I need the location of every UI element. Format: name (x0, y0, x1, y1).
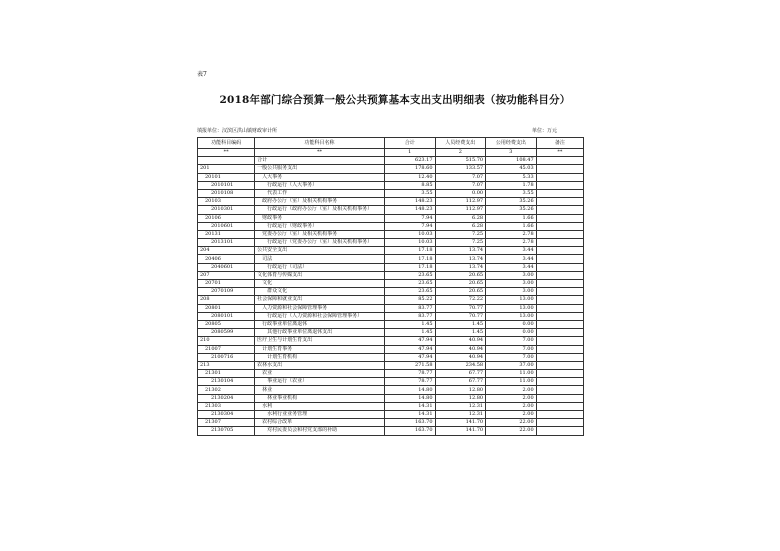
note-cell (536, 304, 583, 312)
name-cell: 群众文化 (255, 288, 385, 296)
header-row (198, 138, 584, 149)
name-cell: 合计 (255, 157, 385, 165)
public-cell: 13.00 (486, 304, 537, 312)
name-cell: 文化体育与传媒支出 (255, 271, 385, 279)
code-cell: 2070109 (198, 288, 255, 296)
total-cell: 148.23 (384, 206, 435, 214)
table-row (198, 402, 584, 410)
total-cell: 78.77 (384, 370, 435, 378)
public-cell: 3.55 (486, 189, 537, 197)
name-cell: 一般公共服务支出 (255, 165, 385, 173)
public-cell: 0.00 (486, 320, 537, 328)
public-cell: 22.00 (486, 419, 537, 427)
total-cell: 10.03 (384, 230, 435, 238)
total-cell: 78.77 (384, 378, 435, 386)
code-cell: 2040601 (198, 263, 255, 271)
personnel-cell: 40.94 (435, 353, 486, 361)
table-row (198, 165, 584, 173)
code-cell: 2130705 (198, 427, 255, 435)
personnel-cell: 7.07 (435, 173, 486, 181)
public-cell: 1.78 (486, 181, 537, 189)
total-cell: 23.65 (384, 271, 435, 279)
name-cell: 行政运行（党委办公厅（室）及相关机构事务） (255, 239, 385, 247)
total-cell: 163.70 (384, 427, 435, 435)
total-cell: 8.85 (384, 181, 435, 189)
public-cell: 1.66 (486, 214, 537, 222)
total-cell: 23.65 (384, 280, 435, 288)
personnel-cell: 12.80 (435, 386, 486, 394)
personnel-cell: 70.77 (435, 312, 486, 320)
table-row (198, 304, 584, 312)
note-cell (536, 378, 583, 386)
table-row (198, 320, 584, 328)
name-cell: 计划生育事务 (255, 345, 385, 353)
total-cell: 1.45 (384, 329, 435, 337)
note-cell (536, 419, 583, 427)
code-cell: 207 (198, 271, 255, 279)
table-row (198, 206, 584, 214)
personnel-cell: 7.07 (435, 181, 486, 189)
total-cell: 47.94 (384, 345, 435, 353)
personnel-cell: 20.65 (435, 288, 486, 296)
public-cell: 7.00 (486, 337, 537, 345)
public-cell: 7.00 (486, 353, 537, 361)
note-cell (536, 214, 583, 222)
note-cell (536, 173, 583, 181)
table-row (198, 427, 584, 435)
table-row (198, 353, 584, 361)
personnel-cell: 515.70 (435, 157, 486, 165)
header-name: 功能科目名称 (255, 138, 385, 149)
name-cell: 人力资源和社会保障管理事务 (255, 304, 385, 312)
name-cell: 对村民委员会和村党支部的补助 (255, 427, 385, 435)
table-row (198, 296, 584, 304)
public-cell: 2.78 (486, 239, 537, 247)
code-cell: 20131 (198, 230, 255, 238)
note-cell (536, 288, 583, 296)
total-cell: 7.94 (384, 222, 435, 230)
total-cell: 17.18 (384, 263, 435, 271)
code-cell: 2080599 (198, 329, 255, 337)
personnel-cell: 72.22 (435, 296, 486, 304)
total-cell: 14.80 (384, 394, 435, 402)
name-cell: 行政运行（人大事务） (255, 181, 385, 189)
note-cell (536, 165, 583, 173)
table-row (198, 214, 584, 222)
budget-detail-table (197, 137, 584, 436)
personnel-cell: 234.58 (435, 361, 486, 369)
total-cell: 10.03 (384, 239, 435, 247)
total-cell: 623.17 (384, 157, 435, 165)
total-cell: 178.60 (384, 165, 435, 173)
code-cell: 2010301 (198, 206, 255, 214)
total-cell: 14.80 (384, 386, 435, 394)
public-cell: 2.00 (486, 394, 537, 402)
currency-unit-label: 单位：万元 (532, 128, 558, 134)
note-cell (536, 247, 583, 255)
table-row (198, 337, 584, 345)
code-cell: 2010108 (198, 189, 255, 197)
code-cell: 20805 (198, 320, 255, 328)
name-cell: 事业运行（农业） (255, 378, 385, 386)
name-cell: 其他行政事业单位离退休支出 (255, 329, 385, 337)
name-cell: 社会保障和就业支出 (255, 296, 385, 304)
code-cell: 20106 (198, 214, 255, 222)
name-cell: 行政运行（司法） (255, 263, 385, 271)
code-cell (198, 157, 255, 165)
total-cell: 47.94 (384, 337, 435, 345)
table-row (198, 263, 584, 271)
public-cell: 13.00 (486, 296, 537, 304)
name-cell: 政府办公厅（室）及相关机构事务 (255, 198, 385, 206)
public-cell: 3.00 (486, 288, 537, 296)
personnel-cell: 70.77 (435, 304, 486, 312)
table-row (198, 361, 584, 369)
public-cell: 45.03 (486, 165, 537, 173)
personnel-cell: 141.70 (435, 427, 486, 435)
table-row (198, 419, 584, 427)
table-row (198, 345, 584, 353)
table-row (198, 280, 584, 288)
index-cell: 1 (384, 149, 435, 157)
table-row (198, 173, 584, 181)
total-cell: 85.22 (384, 296, 435, 304)
note-cell (536, 157, 583, 165)
note-cell (536, 337, 583, 345)
name-cell: 财政事务 (255, 214, 385, 222)
code-cell: 2010101 (198, 181, 255, 189)
code-cell: 213 (198, 361, 255, 369)
note-cell (536, 189, 583, 197)
code-cell: 210 (198, 337, 255, 345)
name-cell: 司法 (255, 255, 385, 263)
personnel-cell: 20.65 (435, 280, 486, 288)
public-cell: 3.44 (486, 247, 537, 255)
name-cell: 水利 (255, 402, 385, 410)
table-row (198, 312, 584, 320)
index-cell: ** (536, 149, 583, 157)
personnel-cell: 7.25 (435, 230, 486, 238)
code-cell: 20406 (198, 255, 255, 263)
code-cell: 20103 (198, 198, 255, 206)
public-cell: 22.00 (486, 427, 537, 435)
code-cell: 2130104 (198, 378, 255, 386)
code-cell: 21301 (198, 370, 255, 378)
total-cell: 17.18 (384, 247, 435, 255)
document-title: 2018年部门综合预算一般公共预算基本支出支出明细表（按功能科目分） (219, 94, 571, 106)
personnel-cell: 13.74 (435, 263, 486, 271)
personnel-cell: 0.00 (435, 189, 486, 197)
index-cell: 3 (486, 149, 537, 157)
public-cell: 2.00 (486, 386, 537, 394)
total-cell: 83.77 (384, 304, 435, 312)
name-cell: 行政运行（人力资源和社会保障管理事务） (255, 312, 385, 320)
public-cell: 13.00 (486, 312, 537, 320)
note-cell (536, 312, 583, 320)
header-total: 合计 (384, 138, 435, 149)
table-row (198, 157, 584, 165)
table-row (198, 181, 584, 189)
code-cell: 2080101 (198, 312, 255, 320)
note-cell (536, 394, 583, 402)
total-cell: 83.77 (384, 312, 435, 320)
public-cell: 2.00 (486, 411, 537, 419)
table-row (198, 222, 584, 230)
total-cell: 23.65 (384, 288, 435, 296)
note-cell (536, 329, 583, 337)
personnel-cell: 133.57 (435, 165, 486, 173)
total-cell: 14.31 (384, 402, 435, 410)
name-cell: 文化 (255, 280, 385, 288)
code-cell: 20801 (198, 304, 255, 312)
name-cell: 行政运行（政府办公厅（室）及相关机构事务） (255, 206, 385, 214)
code-cell: 208 (198, 296, 255, 304)
table-number-label: 表7 (197, 71, 207, 78)
total-cell: 163.70 (384, 419, 435, 427)
index-cell: ** (255, 149, 385, 157)
public-cell: 37.00 (486, 361, 537, 369)
note-cell (536, 386, 583, 394)
public-cell: 3.44 (486, 255, 537, 263)
note-cell (536, 271, 583, 279)
table-row (198, 189, 584, 197)
index-cell: ** (198, 149, 255, 157)
name-cell: 农林水支出 (255, 361, 385, 369)
public-cell: 35.26 (486, 206, 537, 214)
name-cell: 农业 (255, 370, 385, 378)
total-cell: 3.55 (384, 189, 435, 197)
name-cell: 公共安全支出 (255, 247, 385, 255)
note-cell (536, 402, 583, 410)
name-cell: 林业事业机构 (255, 394, 385, 402)
total-cell: 7.94 (384, 214, 435, 222)
public-cell: 3.00 (486, 271, 537, 279)
total-cell: 271.58 (384, 361, 435, 369)
personnel-cell: 67.77 (435, 378, 486, 386)
code-cell: 2100716 (198, 353, 255, 361)
public-cell: 108.47 (486, 157, 537, 165)
name-cell: 党委办公厅（室）及相关机构事务 (255, 230, 385, 238)
note-cell (536, 296, 583, 304)
total-cell: 148.23 (384, 198, 435, 206)
name-cell: 行政事业单位离退休 (255, 320, 385, 328)
code-cell: 204 (198, 247, 255, 255)
public-cell: 3.44 (486, 263, 537, 271)
reporting-unit-label: 填报单位：汉滨区洪山镇财政审计所 (197, 128, 278, 134)
note-cell (536, 263, 583, 271)
index-row (198, 149, 584, 157)
code-cell: 2130204 (198, 394, 255, 402)
table-row (198, 394, 584, 402)
code-cell: 20101 (198, 173, 255, 181)
header-personnel: 人员经费支出 (435, 138, 486, 149)
total-cell: 12.40 (384, 173, 435, 181)
public-cell: 1.66 (486, 222, 537, 230)
note-cell (536, 198, 583, 206)
personnel-cell: 6.28 (435, 222, 486, 230)
public-cell: 0.00 (486, 329, 537, 337)
personnel-cell: 40.94 (435, 345, 486, 353)
code-cell: 2013101 (198, 239, 255, 247)
note-cell (536, 427, 583, 435)
header-note: 备注 (536, 138, 583, 149)
note-cell (536, 255, 583, 263)
public-cell: 7.00 (486, 345, 537, 353)
public-cell: 5.33 (486, 173, 537, 181)
name-cell: 农村综合改革 (255, 419, 385, 427)
total-cell: 1.45 (384, 320, 435, 328)
code-cell: 21302 (198, 386, 255, 394)
note-cell (536, 280, 583, 288)
personnel-cell: 13.74 (435, 255, 486, 263)
personnel-cell: 112.97 (435, 198, 486, 206)
total-cell: 47.94 (384, 353, 435, 361)
name-cell: 计划生育机构 (255, 353, 385, 361)
public-cell: 2.00 (486, 402, 537, 410)
note-cell (536, 345, 583, 353)
code-cell: 2130304 (198, 411, 255, 419)
personnel-cell: 1.45 (435, 329, 486, 337)
table-row (198, 271, 584, 279)
personnel-cell: 20.65 (435, 271, 486, 279)
note-cell (536, 230, 583, 238)
table-row (198, 386, 584, 394)
personnel-cell: 67.77 (435, 370, 486, 378)
table-row (198, 198, 584, 206)
code-cell: 20701 (198, 280, 255, 288)
index-cell: 2 (435, 149, 486, 157)
note-cell (536, 239, 583, 247)
note-cell (536, 361, 583, 369)
name-cell: 医疗卫生与计划生育支出 (255, 337, 385, 345)
code-cell: 21007 (198, 345, 255, 353)
personnel-cell: 13.74 (435, 247, 486, 255)
table-row (198, 239, 584, 247)
note-cell (536, 222, 583, 230)
personnel-cell: 12.31 (435, 411, 486, 419)
personnel-cell: 112.97 (435, 206, 486, 214)
name-cell: 人大事务 (255, 173, 385, 181)
personnel-cell: 40.94 (435, 337, 486, 345)
table-row (198, 411, 584, 419)
name-cell: 水利行业业务管理 (255, 411, 385, 419)
note-cell (536, 206, 583, 214)
table-row (198, 255, 584, 263)
table-row (198, 378, 584, 386)
personnel-cell: 1.45 (435, 320, 486, 328)
public-cell: 11.00 (486, 378, 537, 386)
personnel-cell: 6.28 (435, 214, 486, 222)
public-cell: 2.78 (486, 230, 537, 238)
personnel-cell: 12.31 (435, 402, 486, 410)
table-row (198, 370, 584, 378)
code-cell: 21303 (198, 402, 255, 410)
total-cell: 17.18 (384, 255, 435, 263)
table-row (198, 329, 584, 337)
note-cell (536, 181, 583, 189)
name-cell: 林业 (255, 386, 385, 394)
total-cell: 14.31 (384, 411, 435, 419)
code-cell: 21307 (198, 419, 255, 427)
name-cell: 行政运行（财政事务） (255, 222, 385, 230)
table-row (198, 247, 584, 255)
header-public: 公用经费支出 (486, 138, 537, 149)
table-row (198, 230, 584, 238)
personnel-cell: 12.80 (435, 394, 486, 402)
note-cell (536, 411, 583, 419)
personnel-cell: 7.25 (435, 239, 486, 247)
code-cell: 201 (198, 165, 255, 173)
code-cell: 2010601 (198, 222, 255, 230)
public-cell: 35.26 (486, 198, 537, 206)
table-row (198, 288, 584, 296)
note-cell (536, 353, 583, 361)
name-cell: 代表工作 (255, 189, 385, 197)
public-cell: 11.00 (486, 370, 537, 378)
header-code: 功能科目编码 (198, 138, 255, 149)
personnel-cell: 141.70 (435, 419, 486, 427)
note-cell (536, 320, 583, 328)
public-cell: 3.00 (486, 280, 537, 288)
note-cell (536, 370, 583, 378)
